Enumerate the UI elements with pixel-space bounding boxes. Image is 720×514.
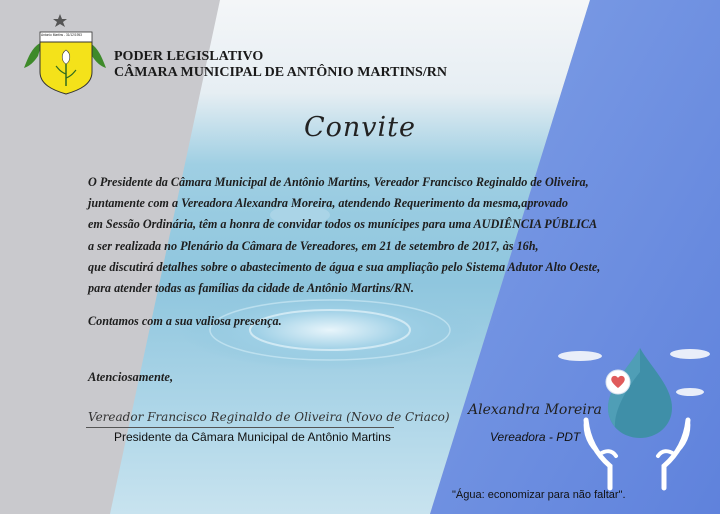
invitation-body — [88, 172, 648, 299]
header — [114, 49, 447, 81]
councilwoman-role: Vereadora - PDT — [490, 430, 581, 444]
signature-president: Vereador Francisco Reginaldo de Oliveira (Novo de Criaco) — [88, 410, 450, 424]
municipal-crest — [20, 12, 112, 98]
body-line: juntamente com a Vereadora Alexandra Moreira, atendendo Requerimento da mesma,aprovado — [88, 196, 568, 211]
signature-councilwoman: Alexandra Moreira — [468, 402, 602, 418]
water-drop-hands-icon — [548, 342, 698, 492]
slogan: "Água: economizar para não faltar". — [452, 489, 626, 501]
header-line1: PODER LEGISLATIVO — [114, 49, 264, 64]
regards-line: Atenciosamente, — [88, 370, 174, 384]
signature-line — [86, 427, 394, 428]
body-line: O Presidente da Câmara Municipal de Antônio Martins, Vereador Francisco Reginaldo de Oliveira, — [88, 175, 589, 189]
president-role: Presidente da Câmara Municipal de Antônio Martins — [114, 430, 391, 444]
body-line: que discutirá detalhes sobre o abastecimento de água e sua ampliação pelo Sistema Adutor Alto Oeste, — [88, 259, 601, 274]
closing-line: Contamos com a sua valiosa presença. — [88, 314, 282, 328]
header-line2: CÂMARA MUNICIPAL DE ANTÔNIO MARTINS/RN — [114, 65, 447, 80]
body-line: para atender todas as famílias da cidade de Antônio Martins/RN. — [88, 281, 414, 296]
crest-banner-text: Antonio Martins - 31/12/1953 — [41, 33, 82, 37]
body-line: a ser realizada no Plenário da Câmara de Vereadores, em 21 de setembro de 2017, às 16h, — [88, 238, 539, 253]
invitation-title: Convite — [303, 112, 417, 143]
body-line: em Sessão Ordinária, têm a honra de convidar todos os munícipes para uma AUDIÊNCIA PÚBLICA — [88, 217, 598, 232]
